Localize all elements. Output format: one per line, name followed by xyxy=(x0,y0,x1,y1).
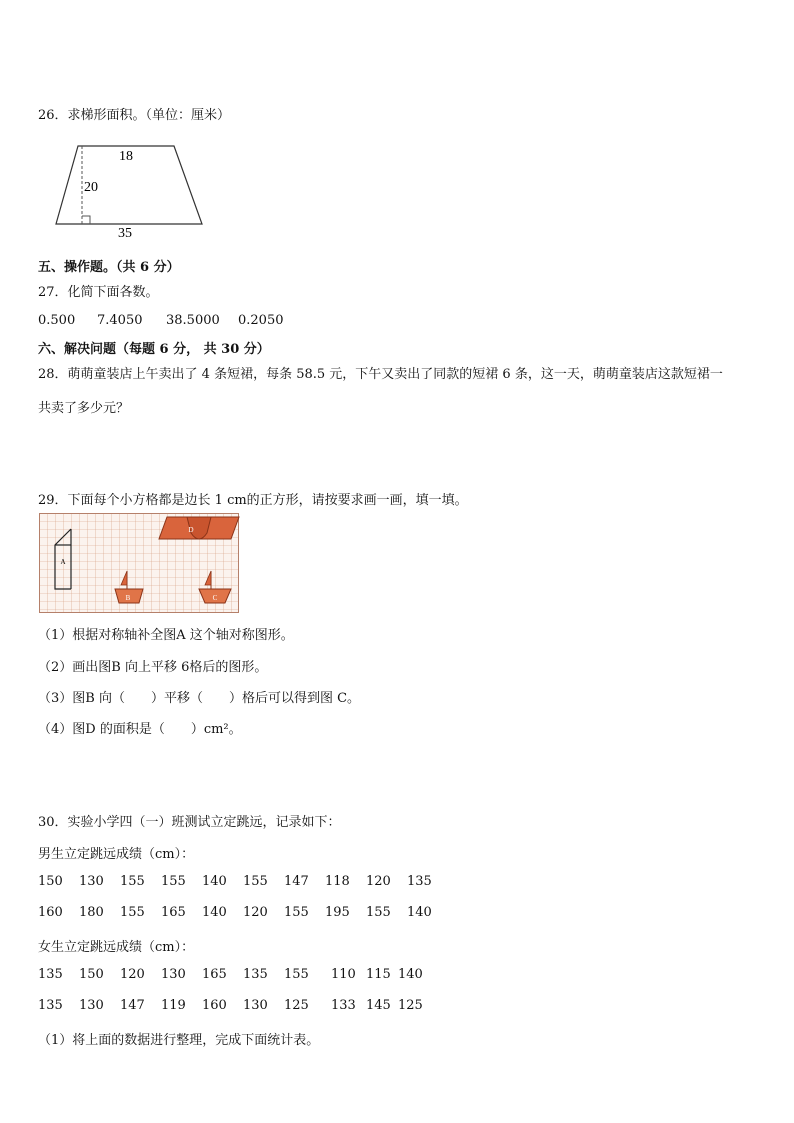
score: 118 xyxy=(325,874,350,889)
label-d: D xyxy=(188,526,194,534)
score: 155 xyxy=(120,905,145,920)
score: 160 xyxy=(202,998,227,1013)
boys-label: 男生立定跳远成绩（cm）： xyxy=(38,847,195,862)
score: 140 xyxy=(202,874,227,889)
girls-label: 女生立定跳远成绩（cm）： xyxy=(38,940,195,955)
score: 165 xyxy=(202,967,227,982)
q29-sub1: （1）根据对称轴补全图A 这个轴对称图形。 xyxy=(38,628,294,643)
score: 120 xyxy=(243,905,268,920)
section5-title: 五、操作题。（共 6 分） xyxy=(38,260,180,275)
score: 195 xyxy=(325,905,350,920)
q28-line2: 共卖了多少元？ xyxy=(38,401,130,416)
score: 145 xyxy=(366,998,391,1013)
score: 133 xyxy=(331,998,356,1013)
score: 155 xyxy=(243,874,268,889)
score: 135 xyxy=(38,967,63,982)
q27-title: 27．化简下面各数。 xyxy=(38,285,159,300)
q27-number: 0.2050 xyxy=(238,313,284,328)
girls-row-2 xyxy=(38,998,423,1013)
score: 130 xyxy=(79,998,104,1013)
score: 119 xyxy=(161,998,186,1013)
score: 160 xyxy=(38,905,63,920)
score: 110 xyxy=(331,967,356,982)
score: 140 xyxy=(407,905,432,920)
boys-row-2 xyxy=(38,905,432,920)
trapezoid-top-label: 18 xyxy=(119,149,133,164)
q27-number: 7.4050 xyxy=(97,313,143,328)
label-a: A xyxy=(60,558,66,566)
q27-number: 0.500 xyxy=(38,313,76,328)
figure-d xyxy=(159,517,239,539)
q29-title: 29．下面每个小方格都是边长 1 cm的正方形，请按要求画一画，填一填。 xyxy=(38,493,468,508)
q27-numbers xyxy=(38,313,284,328)
grid-figure xyxy=(39,513,240,613)
score: 150 xyxy=(79,967,104,982)
girls-row-1 xyxy=(38,967,423,982)
q27-number: 38.5000 xyxy=(166,313,220,328)
trapezoid-bottom-label: 35 xyxy=(118,226,132,241)
score: 130 xyxy=(79,874,104,889)
score: 135 xyxy=(407,874,432,889)
label-c: C xyxy=(212,594,218,602)
q29-sub3: （3）图B 向（ ）平移（ ）格后可以得到图 C。 xyxy=(38,691,361,706)
q28-line1: 28．萌萌童装店上午卖出了 4 条短裙，每条 58.5 元，下午又卖出了同款的短裙 6 条，这一天，萌萌童装店这款短裙一 xyxy=(38,367,723,382)
score: 147 xyxy=(284,874,309,889)
score: 115 xyxy=(366,967,391,982)
trapezoid-figure xyxy=(50,138,220,242)
score: 135 xyxy=(243,967,268,982)
score: 165 xyxy=(161,905,186,920)
score: 155 xyxy=(161,874,186,889)
score: 135 xyxy=(38,998,63,1013)
score: 155 xyxy=(366,905,391,920)
score: 155 xyxy=(284,905,309,920)
score: 130 xyxy=(243,998,268,1013)
score: 155 xyxy=(284,967,309,982)
score: 140 xyxy=(202,905,227,920)
score: 140 xyxy=(398,967,423,982)
q29-sub2: （2）画出图B 向上平移 6格后的图形。 xyxy=(38,660,268,675)
score: 120 xyxy=(120,967,145,982)
q30-title: 30．实验小学四（一）班测试立定跳远，记录如下： xyxy=(38,815,341,830)
label-b: B xyxy=(125,594,131,602)
section6-title: 六、解决问题（每题 6 分， 共 30 分） xyxy=(38,342,270,357)
q26-title: 26．求梯形面积。（单位：厘米） xyxy=(38,108,231,123)
score: 147 xyxy=(120,998,145,1013)
trapezoid-height-label: 20 xyxy=(84,180,98,195)
score: 130 xyxy=(161,967,186,982)
score: 125 xyxy=(398,998,423,1013)
score: 120 xyxy=(366,874,391,889)
q30-sub1: （1）将上面的数据进行整理，完成下面统计表。 xyxy=(38,1033,320,1048)
score: 125 xyxy=(284,998,309,1013)
score: 155 xyxy=(120,874,145,889)
boys-row-1 xyxy=(38,874,432,889)
q29-sub4: （4）图D 的面积是（ ）cm²。 xyxy=(38,722,242,737)
score: 180 xyxy=(79,905,104,920)
score: 150 xyxy=(38,874,63,889)
